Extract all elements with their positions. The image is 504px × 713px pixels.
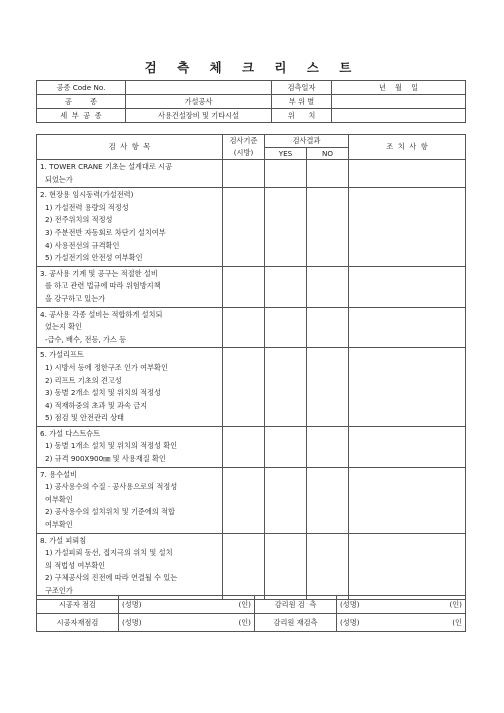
signature-row (37, 614, 466, 632)
col-header-result: 검사결과 (265, 135, 349, 148)
seal-placeholder: (인 (452, 617, 462, 627)
criteria-cell[interactable] (223, 266, 265, 307)
checklist-row (37, 266, 466, 307)
yes-cell[interactable] (265, 188, 307, 267)
item-line: 여부확인 (45, 520, 73, 530)
no-cell[interactable] (307, 160, 349, 188)
action-cell[interactable] (349, 426, 466, 467)
checklist-item (37, 266, 223, 307)
item-line: -급수, 배수, 전등, 가스 등 (45, 334, 127, 344)
item-heading: 4. 공사용 각종 설비는 적합하게 설치되 (40, 309, 163, 319)
col-header-yes: YES (265, 148, 307, 160)
item-line: 5) 가설전기의 안전성 여부확인 (45, 253, 143, 263)
col-header-criteria-sub: (시방) (223, 148, 265, 160)
item-line: 4) 적재하중의 초과 및 과속 금지 (45, 400, 148, 410)
header-table (36, 80, 466, 123)
yes-cell[interactable] (265, 426, 307, 467)
supervisor-recheck-label: 감리원 재검측 (255, 614, 337, 632)
col-header-no: NO (307, 148, 349, 160)
item-line: 를 하고 관련 법규에 따라 위험방지책 (45, 281, 161, 291)
criteria-cell[interactable] (223, 426, 265, 467)
item-line: 구조인가 (45, 586, 73, 595)
no-cell[interactable] (307, 348, 349, 427)
item-line: 의 적법성 여부확인 (45, 560, 106, 570)
criteria-cell[interactable] (223, 307, 265, 348)
item-line: 1) 공사용수의 수질 · 공사용으로의 적정성 (45, 482, 178, 492)
yes-cell[interactable] (265, 348, 307, 427)
action-cell[interactable] (349, 307, 466, 348)
item-line: 1) 가설전력 용량의 적정성 (45, 202, 129, 212)
item-line: 되었는가 (45, 174, 73, 184)
yes-cell[interactable] (265, 467, 307, 533)
yes-cell[interactable] (265, 307, 307, 348)
item-line: 2) 구체공사의 진전에 따라 연결될 수 있는 (45, 573, 178, 583)
action-cell[interactable] (349, 188, 466, 267)
action-cell[interactable] (349, 266, 466, 307)
name-placeholder: (성명) (340, 599, 360, 609)
item-line: 2) 규격 900X900㎜ 및 사용재질 확인 (45, 454, 166, 464)
item-heading: 3. 공사용 기계 및 공구는 적절한 설비 (40, 268, 158, 278)
no-cell[interactable] (307, 467, 349, 533)
no-cell[interactable] (307, 426, 349, 467)
contractor-resign-field[interactable] (119, 614, 255, 632)
item-heading: 6. 가설 다스트슈트 (40, 428, 101, 438)
checklist-item (37, 160, 223, 188)
date-value[interactable]: 년 월 일 (332, 81, 466, 95)
checklist-item (37, 533, 223, 599)
seal-placeholder: (인) (449, 599, 462, 609)
checklist-row (37, 533, 466, 599)
part-label: 부 위 별 (272, 95, 332, 109)
item-line: 2) 전주위치의 적정성 (45, 215, 113, 225)
date-label: 검측일자 (272, 81, 332, 95)
supervisor-resign-field[interactable] (337, 614, 466, 632)
seal-placeholder: (인) (238, 599, 251, 609)
seal-placeholder: (인) (238, 617, 251, 627)
yes-cell[interactable] (265, 533, 307, 599)
contractor-sign-field[interactable] (119, 596, 255, 614)
item-line: 었는지 확인 (45, 322, 83, 332)
item-line: 1) 동별 1개소 설치 및 위치의 적정성 확인 (45, 441, 178, 451)
action-cell[interactable] (349, 160, 466, 188)
item-line: 3) 동별 2개소 설치 및 위치의 적정성 (45, 388, 161, 398)
action-cell[interactable] (349, 348, 466, 427)
item-line: 여부확인 (45, 494, 73, 504)
col-header-criteria: 검사기준 (223, 135, 265, 148)
no-cell[interactable] (307, 307, 349, 348)
contractor-recheck-label: 시공자재점검 (37, 614, 119, 632)
no-cell[interactable] (307, 188, 349, 267)
checklist-item (37, 307, 223, 348)
col-header-action: 조 치 사 항 (349, 135, 466, 160)
name-placeholder: (성명) (122, 599, 142, 609)
work-type-value: 가설공사 (126, 95, 272, 109)
item-line: 을 강구하고 있는가 (45, 293, 106, 303)
checklist-row (37, 426, 466, 467)
item-heading: 8. 가설 피뢰침 (40, 535, 87, 545)
detail-value: 사용건설장비 및 기타시설 (126, 109, 272, 123)
item-heading: 1. TOWER CRANE 기초는 설계대로 시공 (40, 162, 173, 171)
work-type-label: 공 종 (37, 95, 126, 109)
checklist-table (36, 134, 466, 600)
location-value[interactable] (332, 109, 466, 123)
item-heading: 7. 용수설비 (40, 469, 77, 479)
criteria-cell[interactable] (223, 467, 265, 533)
no-cell[interactable] (307, 533, 349, 599)
checklist-item (37, 426, 223, 467)
item-line: 2) 리프트 기초의 견고성 (45, 375, 122, 385)
criteria-cell[interactable] (223, 348, 265, 427)
contractor-check-label: 시공자 점검 (37, 596, 119, 614)
col-header-items: 검 사 항 목 (37, 135, 223, 160)
name-placeholder: (성명) (340, 617, 360, 627)
item-line: 3) 주분전반 자동회로 차단기 설치여부 (45, 227, 166, 237)
checklist-row (37, 188, 466, 267)
criteria-cell[interactable] (223, 188, 265, 267)
yes-cell[interactable] (265, 160, 307, 188)
name-placeholder: (성명) (122, 617, 142, 627)
action-cell[interactable] (349, 533, 466, 599)
supervisor-check-label: 감리원 검 측 (255, 596, 337, 614)
item-line: 5) 점검 및 안전관리 상태 (45, 413, 125, 423)
checklist-row (37, 160, 466, 188)
supervisor-sign-field[interactable] (337, 596, 466, 614)
checklist-row (37, 307, 466, 348)
action-cell[interactable] (349, 467, 466, 533)
item-line: 1) 가설피뢰 동선, 접지극의 위치 및 설치 (45, 548, 173, 558)
detail-label: 세 부 공 종 (37, 109, 126, 123)
location-label: 위 치 (272, 109, 332, 123)
code-label: 공종 Code No. (37, 81, 126, 95)
page-title: 검 측 체 크 리 스 트 (144, 60, 360, 75)
checklist-item (37, 467, 223, 533)
yes-cell[interactable] (265, 266, 307, 307)
code-value[interactable] (126, 81, 272, 95)
item-heading: 5. 가설리프트 (40, 350, 84, 360)
item-heading: 2. 현장용 임시동력(가설전력) (40, 190, 134, 200)
item-line: 4) 사용전선의 규격확인 (45, 240, 120, 250)
criteria-cell[interactable] (223, 533, 265, 599)
checklist-row (37, 467, 466, 533)
checklist-item (37, 348, 223, 427)
no-cell[interactable] (307, 266, 349, 307)
criteria-cell[interactable] (223, 160, 265, 188)
signature-table (36, 595, 466, 632)
checklist-item (37, 188, 223, 267)
signature-row (37, 596, 466, 614)
part-value[interactable] (332, 95, 466, 109)
item-line: 2) 공사용수의 설치위치 및 기준에의 적합 (45, 507, 175, 517)
checklist-row (37, 348, 466, 427)
item-line: 1) 시방서 등에 정한구조 인가 여부확인 (45, 362, 168, 372)
